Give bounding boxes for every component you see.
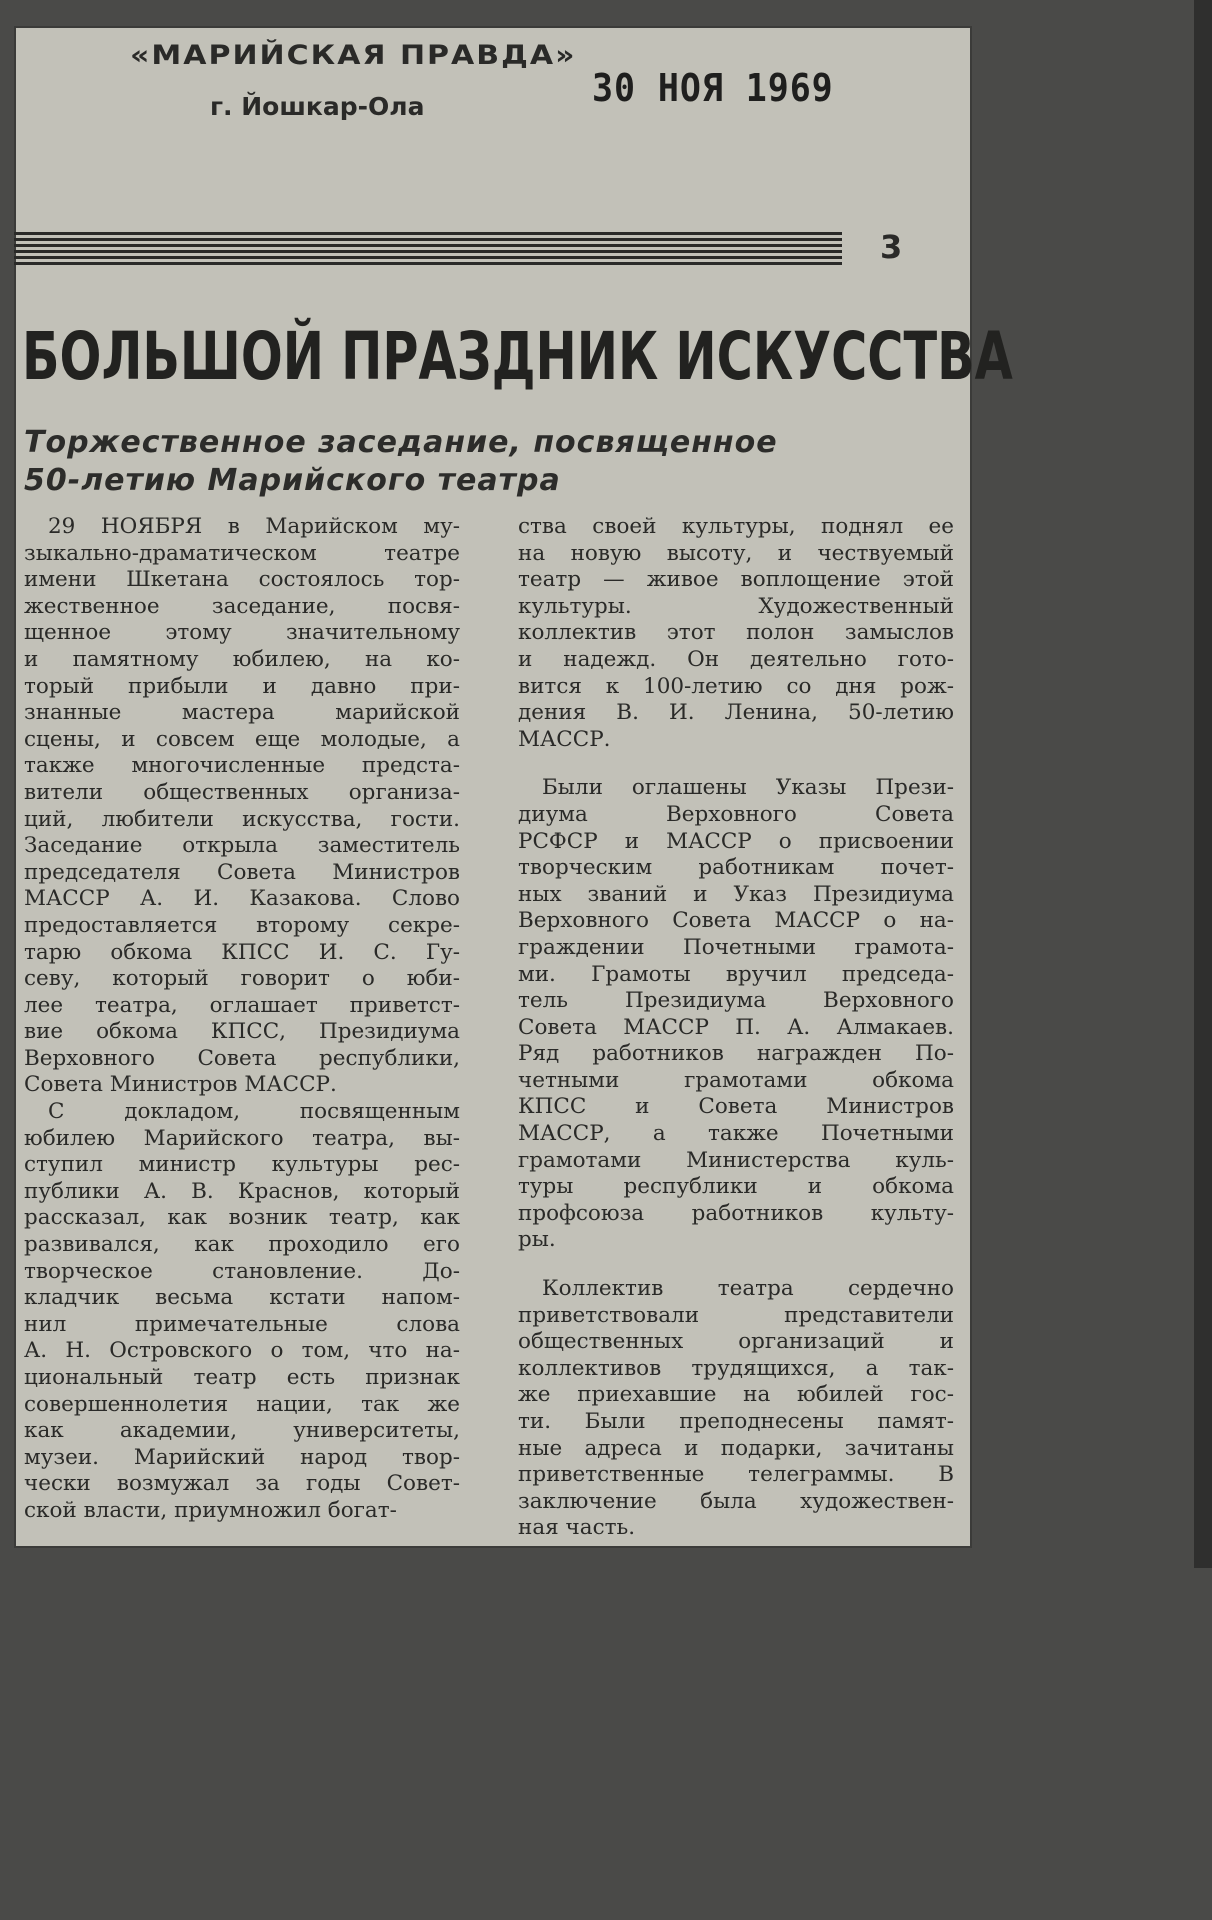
article-line: ства своей культуры, поднял ее bbox=[518, 514, 954, 539]
article-line: и памятному юбилею, на ко- bbox=[24, 646, 460, 672]
article-line: циональный театр есть признак bbox=[24, 1365, 460, 1390]
paragraph-gap bbox=[518, 753, 954, 775]
subheadline-line-2: 50-летию Марийского театра bbox=[24, 463, 561, 498]
article-line: ти. Были преподнесены памят- bbox=[518, 1409, 954, 1434]
article-line: рассказал, как возник театр, как bbox=[24, 1205, 460, 1231]
article-line: диума Верховного Совета bbox=[518, 801, 954, 827]
article-line: щенное этому значительному bbox=[24, 620, 460, 646]
article-line: Совета МАССР П. А. Алмакаев. bbox=[518, 1014, 954, 1040]
article-headline: БОЛЬШОЙ ПРАЗДНИК ИСКУССТВА bbox=[22, 318, 1013, 395]
article-line: вители общественных организа- bbox=[24, 779, 460, 805]
article-line: четными грамотами обкома bbox=[518, 1067, 954, 1093]
article-line: приветствовали представители bbox=[518, 1302, 954, 1328]
article-line: РСФСР и МАССР о присвоении bbox=[518, 828, 954, 854]
article-line: А. Н. Островского о том, что на- bbox=[24, 1338, 460, 1364]
article-line: коллектив этот полон замыслов bbox=[518, 620, 954, 646]
article-line: жественное заседание, посвя- bbox=[24, 593, 460, 619]
article-line: Верховного Совета республики, bbox=[24, 1045, 460, 1071]
article-line: юбилею Марийского театра, вы- bbox=[24, 1125, 460, 1151]
page-number: 3 bbox=[880, 228, 903, 266]
article-line: Были оглашены Указы Прези- bbox=[542, 775, 954, 801]
article-line: сцены, и совсем еще молодые, а bbox=[24, 726, 460, 752]
article-line: МАССР А. И. Казакова. Слово bbox=[24, 886, 460, 912]
article-line: тарю обкома КПСС И. С. Гу- bbox=[24, 939, 460, 965]
article-column-2 bbox=[518, 514, 954, 1542]
article-line: ций, любители искусства, гости. bbox=[24, 806, 460, 832]
article-line: как академии, университеты, bbox=[24, 1418, 460, 1444]
article-line: же приехавшие на юбилей гос- bbox=[518, 1382, 954, 1408]
article-line: приветственные телеграммы. В bbox=[518, 1462, 954, 1488]
article-line: ры. bbox=[518, 1227, 556, 1253]
article-line: 29 НОЯБРЯ в Марийском му- bbox=[48, 514, 460, 539]
newspaper-name: «МАРИЙСКАЯ ПРАВДА» bbox=[130, 39, 577, 72]
article-line: лее театра, оглашает приветст- bbox=[24, 992, 460, 1018]
article-line: творческое становление. До- bbox=[24, 1258, 460, 1284]
article-line: вится к 100-летию со дня рож- bbox=[518, 673, 954, 699]
article-column-1 bbox=[24, 514, 460, 1525]
article-line: предоставляется второму секре- bbox=[24, 912, 460, 938]
article-line: ской власти, приумножил богат- bbox=[24, 1497, 397, 1523]
city-label: г. Йошкар-Ола bbox=[210, 92, 425, 121]
article-line: дения В. И. Ленина, 50-летию bbox=[518, 700, 954, 726]
paragraph-gap bbox=[518, 1254, 954, 1276]
article-line: заключение была художествен- bbox=[518, 1488, 954, 1514]
article-line: тель Президиума Верховного bbox=[518, 988, 954, 1014]
article-line: С докладом, посвященным bbox=[48, 1099, 460, 1125]
article-line: МАССР. bbox=[518, 726, 611, 752]
article-line: Коллектив театра сердечно bbox=[542, 1276, 954, 1302]
article-line: Ряд работников награжден По- bbox=[518, 1041, 954, 1067]
article-line: торый прибыли и давно при- bbox=[24, 673, 460, 699]
article-line: также многочисленные предста- bbox=[24, 753, 460, 779]
article-line: публики А. В. Краснов, который bbox=[24, 1178, 460, 1204]
article-line: профсоюза работников культу- bbox=[518, 1200, 954, 1226]
article-line: развивался, как проходило его bbox=[24, 1232, 460, 1258]
scan-edge bbox=[1194, 0, 1212, 1568]
article-line: нил примечательные слова bbox=[24, 1311, 460, 1337]
article-line: ми. Грамоты вручил председа- bbox=[518, 961, 954, 987]
article-line: вие обкома КПСС, Президиума bbox=[24, 1019, 460, 1045]
article-line: председателя Совета Министров bbox=[24, 859, 460, 885]
article-line: кладчик весьма кстати напом- bbox=[24, 1285, 460, 1311]
article-line: МАССР, а также Почетными bbox=[518, 1121, 954, 1147]
article-line: ная часть. bbox=[518, 1515, 636, 1541]
article-line: ные адреса и подарки, зачитаны bbox=[518, 1435, 954, 1461]
article-line: чески возмужал за годы Совет- bbox=[24, 1471, 460, 1497]
article-line: Совета Министров МАССР. bbox=[24, 1072, 337, 1098]
subheadline-line-1: Торжественное заседание, посвященное bbox=[24, 425, 778, 460]
article-line: коллективов трудящихся, а так- bbox=[518, 1355, 954, 1381]
article-subheadline bbox=[24, 424, 844, 500]
article-line: севу, который говорит о юби- bbox=[24, 966, 460, 992]
article-line: имени Шкетана состоялось тор- bbox=[24, 567, 460, 593]
date-stamp: 30 НОЯ 1969 bbox=[592, 66, 834, 110]
header-rule bbox=[14, 232, 842, 266]
article-line: музеи. Марийский народ твор- bbox=[24, 1444, 460, 1470]
article-line: и надежд. Он деятельно гото- bbox=[518, 646, 954, 672]
article-line: ступил министр культуры рес- bbox=[24, 1152, 460, 1178]
article-line: грамотами Министерства куль- bbox=[518, 1147, 954, 1173]
article-line: туры республики и обкома bbox=[518, 1174, 954, 1200]
article-line: КПСС и Совета Министров bbox=[518, 1094, 954, 1120]
article-line: зыкально-драматическом театре bbox=[24, 540, 460, 566]
article-line: ных званий и Указ Президиума bbox=[518, 881, 954, 907]
article-line: Верховного Совета МАССР о на- bbox=[518, 908, 954, 934]
article-line: театр — живое воплощение этой bbox=[518, 567, 954, 593]
article-line: культуры. Художественный bbox=[518, 593, 954, 619]
article-line: общественных организаций и bbox=[518, 1329, 954, 1355]
article-line: знанные мастера марийской bbox=[24, 700, 460, 726]
article-line: граждении Почетными грамота- bbox=[518, 934, 954, 960]
article-line: творческим работникам почет- bbox=[518, 855, 954, 881]
article-line: на новую высоту, и чествуемый bbox=[518, 540, 954, 566]
article-line: совершеннолетия нации, так же bbox=[24, 1391, 460, 1417]
article-line: Заседание открыла заместитель bbox=[24, 833, 460, 859]
